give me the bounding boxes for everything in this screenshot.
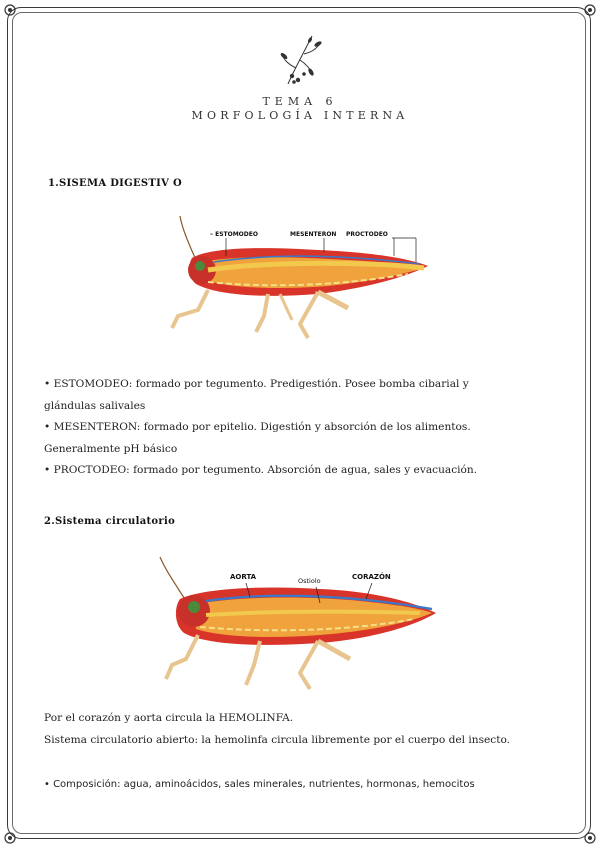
label-estomodeo: – ESTOMODEO	[210, 231, 258, 238]
circulatory-system-diagram	[150, 555, 440, 695]
insect-eye	[188, 601, 200, 613]
label-ostiolo: Ostiolo	[298, 577, 321, 585]
label-proctodeo: PROCTODEO	[346, 231, 388, 238]
label-aorta: AORTA	[230, 573, 257, 581]
middle-leg	[246, 641, 260, 685]
middle-leg	[256, 294, 268, 332]
page-title: MORFOLOGÍA INTERNA	[191, 109, 409, 122]
insect-eye	[195, 261, 205, 271]
topic-number: TEMA 6	[262, 95, 338, 108]
text-line: Generalmente pH básico	[44, 442, 178, 455]
corner-flourish-icon	[2, 830, 18, 846]
antenna	[160, 557, 186, 601]
text-line: Por el corazón y aorta circula la HEMOLINFA.	[44, 712, 294, 724]
hind-femur	[318, 641, 350, 659]
text-line: • PROCTODEO: formado por tegumento. Absorción de agua, sales y evacuación.	[44, 464, 478, 476]
section-heading-digestive: 1.SISEMA DIGESTIV O	[48, 178, 182, 189]
label-mesenteron: MESENTERON	[290, 231, 337, 238]
corner-flourish-icon	[582, 830, 598, 846]
text-line: • ESTOMODEO: formado por tegumento. Predigestión. Posee bomba cibarial y	[44, 378, 469, 390]
corner-flourish-icon	[582, 2, 598, 18]
front-leg	[166, 635, 198, 679]
text-line: • Composición: agua, aminoácidos, sales minerales, nutrientes, hormonas, hemocitos	[44, 779, 475, 790]
text-line: glándulas salivales	[44, 399, 146, 412]
circulatory-description	[44, 708, 564, 751]
text-line: • MESENTERON: formado por epitelio. Digestión y absorción de los alimentos.	[44, 421, 471, 433]
label-corazon: CORAZÓN	[352, 573, 391, 581]
digestive-system-diagram	[168, 212, 432, 342]
hind-leg	[300, 292, 318, 338]
front-leg	[172, 290, 208, 328]
section-heading-circulatory: 2.Sistema circulatorio	[44, 516, 176, 527]
antenna	[180, 216, 196, 260]
leg	[280, 294, 292, 320]
hind-leg	[300, 641, 318, 689]
corner-flourish-icon	[2, 2, 18, 18]
digestive-description	[44, 374, 564, 482]
text-line: Sistema circulatorio abierto: la hemolinfa circula libremente por el cuerpo del insecto.	[44, 733, 511, 746]
botanical-sprig-icon	[274, 30, 328, 90]
hind-femur	[318, 292, 348, 308]
composition-bullet	[44, 774, 564, 796]
